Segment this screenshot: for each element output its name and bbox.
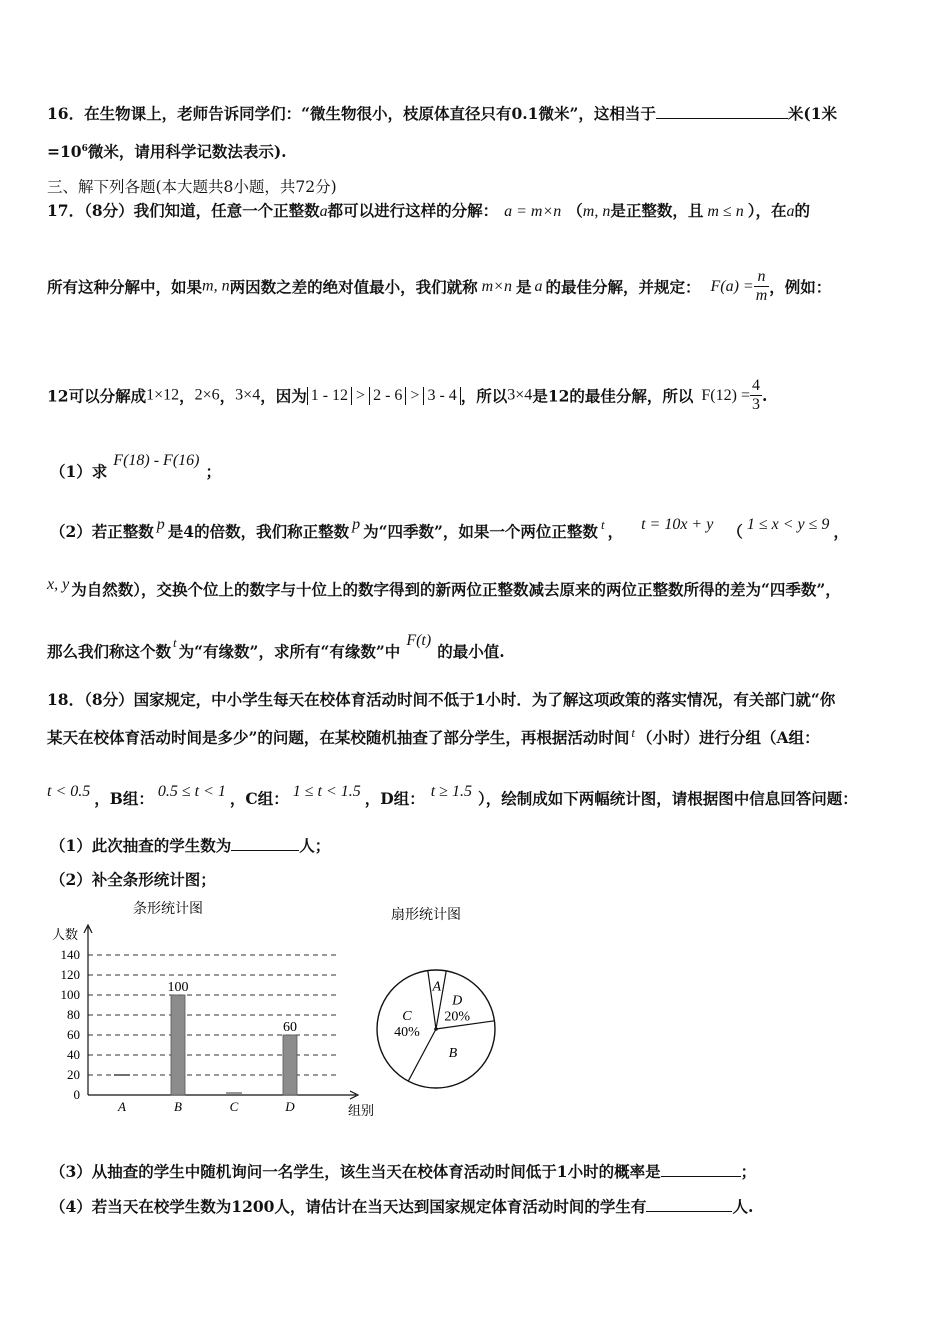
math-xy-condition: 1 ≤ x < y ≤ 9 bbox=[746, 516, 830, 533]
q17-text: 是4的倍数，我们称正整数 bbox=[167, 522, 350, 541]
q18-part3-end: ； bbox=[740, 1162, 757, 1181]
comma: ， bbox=[179, 386, 195, 406]
comma: ， bbox=[219, 386, 236, 406]
bar-chart-xlabel: 组别 bbox=[348, 1103, 375, 1118]
q17-text: 的最小值. bbox=[437, 642, 505, 661]
bar bbox=[283, 1035, 297, 1095]
q17-text: ），在 bbox=[747, 201, 787, 220]
pie-chart-title: 扇形统计图 bbox=[391, 908, 461, 923]
q18-text: （小时）进行分组（A组： bbox=[637, 728, 820, 747]
x-tick-label: D bbox=[285, 1099, 295, 1114]
q18-group-B-label: ，B组： bbox=[94, 789, 154, 808]
q17-text: 所有这种分解中，如果 bbox=[47, 277, 203, 297]
q18-text: ），绘制成如下两幅统计图，请根据图中信息回答问题： bbox=[477, 789, 858, 808]
math-Ft: F(t) bbox=[406, 632, 432, 649]
x-tick-label: A bbox=[118, 1099, 126, 1114]
semicolon: ； bbox=[205, 462, 221, 481]
q17-text: 两因数之差的绝对值最小，我们就称 bbox=[229, 277, 478, 297]
q17-text: 是12的最佳分解，所以 bbox=[532, 386, 694, 406]
q18-part4-blank[interactable] bbox=[646, 1197, 732, 1212]
math-decomposition: a = m×n bbox=[504, 203, 562, 220]
q17-paren: （ bbox=[567, 201, 583, 220]
math-mn: m, n bbox=[582, 203, 611, 220]
q17-text: 的最佳分解，并规定： bbox=[545, 277, 701, 297]
section-3-heading: 三、解下列各题(本大题共8小题，共72分) bbox=[47, 178, 337, 196]
q17-part1 bbox=[50, 452, 221, 482]
period: . bbox=[761, 386, 768, 405]
q17-line5 bbox=[47, 578, 841, 600]
q18-group-C-label: ，C组： bbox=[229, 789, 289, 808]
bar-chart-title: 条形统计图 bbox=[133, 902, 203, 917]
q17-text: 都可以进行这样的分解： bbox=[327, 201, 499, 220]
y-tick-label: 80 bbox=[67, 1007, 80, 1022]
q18-part3-blank[interactable] bbox=[661, 1162, 741, 1177]
bar-chart bbox=[38, 895, 375, 1120]
fraction-numerator: 4 bbox=[751, 377, 760, 394]
q18-line1: 18．（8分）国家规定，中小学生每天在校体育活动时间不低于1小时．为了解这项政策的落实情况，有关部门就“你 bbox=[47, 690, 836, 709]
q18-part4-end: 人. bbox=[732, 1197, 754, 1216]
q18-part1-end: 人； bbox=[299, 836, 331, 855]
q17-intro: 17．（8分）我们知道，任意一个正整数 bbox=[47, 201, 320, 220]
y-tick-label: 0 bbox=[73, 1087, 80, 1102]
fraction-numerator: n bbox=[754, 268, 770, 287]
q18-line3 bbox=[47, 783, 858, 809]
pie-slice-percent: 20% bbox=[444, 1009, 471, 1025]
math-group-C: 1 ≤ t < 1.5 bbox=[292, 783, 361, 800]
math-group-B: 0.5 ≤ t < 1 bbox=[157, 783, 226, 800]
q17-text: 为“有缘数”，求所有“有缘数”中 bbox=[178, 642, 401, 661]
q18-line2 bbox=[47, 726, 820, 748]
y-tick-label: 20 bbox=[67, 1067, 80, 1082]
x-tick-label: B bbox=[174, 1099, 182, 1114]
q17-text: 的 bbox=[794, 201, 810, 220]
pie-chart bbox=[370, 895, 510, 1105]
q17-part1-label: （1）求 bbox=[50, 462, 108, 481]
math-factor-3: 3×4 bbox=[235, 386, 261, 404]
q18-text: 某天在校体育活动时间是多少”的问题，在某校随机抽查了部分学生，再根据活动时间 bbox=[47, 728, 630, 747]
q16-line1 bbox=[47, 102, 837, 124]
q17-text: ，所以 bbox=[460, 386, 508, 406]
q17-text: 12可以分解成 bbox=[47, 386, 147, 406]
x-tick-label: C bbox=[229, 1099, 239, 1114]
q16-line2 bbox=[47, 140, 287, 162]
pie-slice-label: D bbox=[452, 993, 463, 1009]
q16-answer-blank[interactable] bbox=[656, 104, 788, 119]
fraction-4-over-3 bbox=[750, 377, 762, 414]
bar-chart-ylabel: 人数 bbox=[52, 927, 79, 942]
math-a: a bbox=[786, 203, 795, 220]
q17-text: ，例如： bbox=[769, 277, 832, 297]
q17-line2 bbox=[47, 268, 831, 305]
q18-part3-text: （3）从抽查的学生中随机询问一名学生，该生当天在校体育活动时间低于1小时的概率是 bbox=[50, 1162, 661, 1181]
math-mxn: m×n bbox=[481, 277, 512, 295]
math-factor-2: 2×6 bbox=[194, 386, 220, 404]
math-abs-1: 1 - 12 bbox=[307, 387, 352, 405]
math-abs-2: 2 - 6 bbox=[369, 387, 406, 405]
fraction-denominator: m bbox=[755, 287, 768, 304]
q18-part1 bbox=[50, 834, 330, 856]
math-a: a bbox=[319, 203, 328, 220]
q16-eq-prefix: =10 bbox=[47, 142, 82, 161]
math-abs-3: 3 - 4 bbox=[423, 387, 460, 405]
q18-part3 bbox=[50, 1160, 756, 1182]
math-mn: m, n bbox=[202, 277, 230, 295]
q16-line2-text: 微米，请用科学记数法表示). bbox=[87, 142, 287, 161]
math-gt: > bbox=[410, 386, 420, 404]
math-group-D: t ≥ 1.5 bbox=[430, 783, 472, 800]
q17-part2-label: （2）若正整数 bbox=[50, 522, 154, 541]
q17-text: 是正整数，且 bbox=[610, 201, 704, 220]
pie-slice-percent: 40% bbox=[394, 1024, 420, 1040]
y-tick-label: 40 bbox=[67, 1047, 80, 1062]
math-F18-minus-F16: F(18) - F(16) bbox=[113, 452, 200, 469]
y-tick-label: 60 bbox=[67, 1027, 80, 1042]
math-gt: > bbox=[356, 386, 366, 404]
q16-unit: 米(1米 bbox=[787, 104, 837, 123]
math-t-definition: t = 10x + y bbox=[641, 516, 714, 533]
bar-value-label: 100 bbox=[167, 980, 189, 995]
math-group-A: t < 0.5 bbox=[47, 783, 91, 800]
math-a: a bbox=[534, 277, 543, 295]
fraction-denominator: 3 bbox=[751, 396, 760, 413]
q18-part4-text: （4）若当天在校学生数为1200人，请估计在当天达到国家规定体育活动时间的学生有 bbox=[50, 1197, 647, 1216]
bar bbox=[171, 995, 185, 1095]
pie-slice-label: A bbox=[432, 979, 442, 995]
pie-slice-label: B bbox=[448, 1046, 458, 1062]
fraction-n-over-m bbox=[754, 268, 770, 305]
y-tick-label: 120 bbox=[60, 967, 80, 982]
math-xy: x, y bbox=[47, 576, 70, 593]
q17-line1 bbox=[47, 199, 810, 221]
q17-line6 bbox=[47, 632, 505, 662]
math-t: t bbox=[173, 635, 177, 650]
q17-text: ，因为 bbox=[260, 386, 307, 406]
math-factor-1: 1×12 bbox=[146, 386, 180, 404]
math-p: p bbox=[352, 516, 361, 533]
q17-text: 为自然数），交换个位上的数字与十位上的数字得到的新两位正整数减去原来的两位正整数所得的差为“四季数”， bbox=[71, 580, 841, 599]
q16-exponent: 6 bbox=[81, 143, 88, 154]
math-F-definition: F(a) = bbox=[710, 277, 754, 295]
math-p: p bbox=[156, 516, 165, 533]
y-tick-label: 140 bbox=[60, 947, 80, 962]
y-tick-label: 100 bbox=[60, 987, 80, 1002]
q18-part4 bbox=[50, 1195, 753, 1217]
q17-part2 bbox=[50, 516, 849, 542]
q18-group-D-label: ，D组： bbox=[364, 789, 425, 808]
q17-text: 那么我们称这个数 bbox=[47, 642, 172, 661]
comma: ， bbox=[607, 522, 624, 541]
q17-line3 bbox=[47, 377, 767, 414]
math-condition: m ≤ n bbox=[707, 203, 744, 220]
comma: ， bbox=[833, 522, 849, 541]
math-t: t bbox=[631, 725, 636, 740]
q18-part1-blank[interactable] bbox=[231, 836, 299, 851]
pie-slice-label: C bbox=[402, 1008, 412, 1024]
pie-center bbox=[434, 1027, 438, 1031]
q17-text: 是 bbox=[515, 277, 532, 297]
bar-value-label: 60 bbox=[283, 1020, 297, 1035]
q17-text: 为“四季数”，如果一个两位正整数 bbox=[363, 522, 598, 541]
math-t: t bbox=[600, 517, 605, 532]
math-F12: F(12) = bbox=[701, 386, 750, 404]
q16-text: 16．在生物课上，老师告诉同学们：“微生物很小，枝原体直径只有0.1微米”，这相当于 bbox=[47, 104, 656, 123]
math-factor-3: 3×4 bbox=[507, 386, 533, 404]
paren: （ bbox=[727, 522, 743, 541]
q18-part2: （2）补全条形统计图； bbox=[50, 870, 216, 889]
q18-part1-text: （1）此次抽查的学生数为 bbox=[50, 836, 232, 855]
